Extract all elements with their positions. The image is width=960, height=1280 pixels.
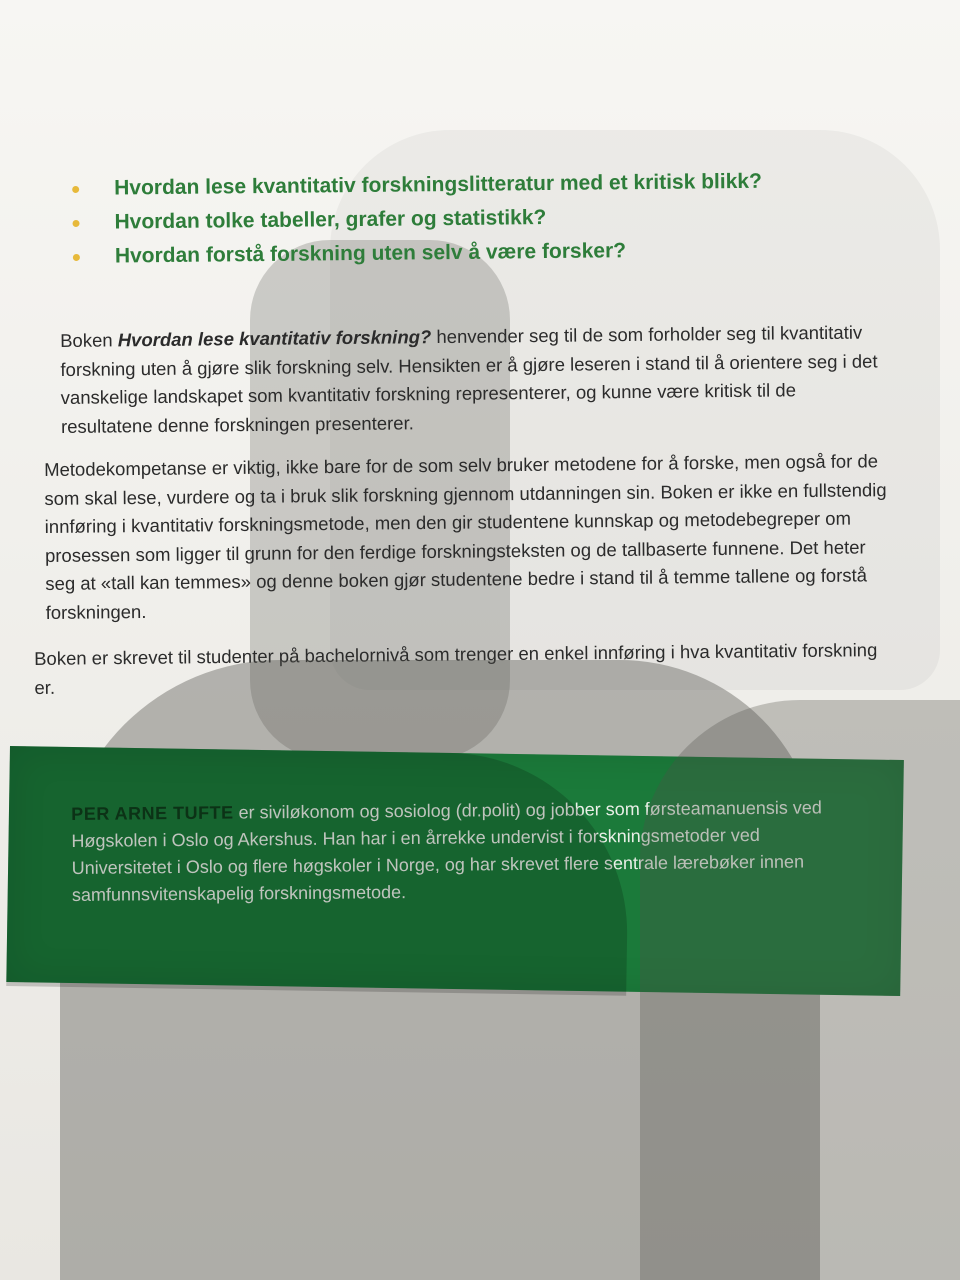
intro-paragraph [60, 318, 891, 441]
question-list [70, 165, 763, 274]
audience-paragraph: Boken er skrevet til studenter på bachelornivå som trenger en enkel innføring i hva kvantitativ forskning er. [34, 639, 878, 698]
book-title: Hvordan lese kvantitativ forskning? [117, 326, 432, 351]
author-bio [71, 794, 862, 909]
method-paragraph: Metodekompetanse er viktig, ikke bare for de som selv bruker metodene for å forske, men også for de som skal lese, vurdere og ta i bruk slik forskning gjennom utdanningen sin. Boken er ikke en fullstendig innføring i kvantitativ forskningsmetode, men den gir studentene kunnskap og metodebegreper om prosessen som ligger til grunn for den ferdige forskningsteksten og de tallbaserte funnene. Det heter seg at «tall kan temmes» og denne boken gjør studentene bedre i stand til å temme tallene og forstå forskningen. [44, 450, 887, 623]
bullet-dot-icon [73, 220, 80, 227]
bullet-dot-icon [72, 186, 79, 193]
question-text: Hvordan tolke tabeller, grafer og statistikk? [114, 206, 547, 234]
question-item [71, 233, 763, 274]
intro-lead: Boken [60, 329, 118, 351]
author-box [6, 746, 904, 996]
question-text: Hvordan forstå forskning uten selv å være forsker? [114, 239, 627, 268]
author-name: PER ARNE TUFTE [71, 802, 234, 824]
intro-rest: henvender seg til de som forholder seg til kvantitativ forskning uten å gjøre slik forskning selv. Hensikten er å gjøre leseren i stand til å orientere seg i det vanskelige landskapet som kvantitativ forskning representerer, og kunne være kritisk til de resultatene denne forskningen presenterer. [60, 321, 878, 437]
question-text: Hvordan lese kvantitativ forskningslitteratur med et kritisk blikk? [114, 169, 762, 200]
bullet-dot-icon [73, 254, 80, 261]
author-bio-text: er siviløkonom og sosiolog (dr.polit) og jobber som førsteamanuensis ved Høgskolen i Oslo og Akershus. Han har i en årrekke undervist i forskningsmetoder ved Universitetet i Oslo og flere høgskoler i Norge, og har skrevet flere sentrale lærebøker innen samfunnsvitenskapelig forskningsmetode. [71, 797, 822, 905]
